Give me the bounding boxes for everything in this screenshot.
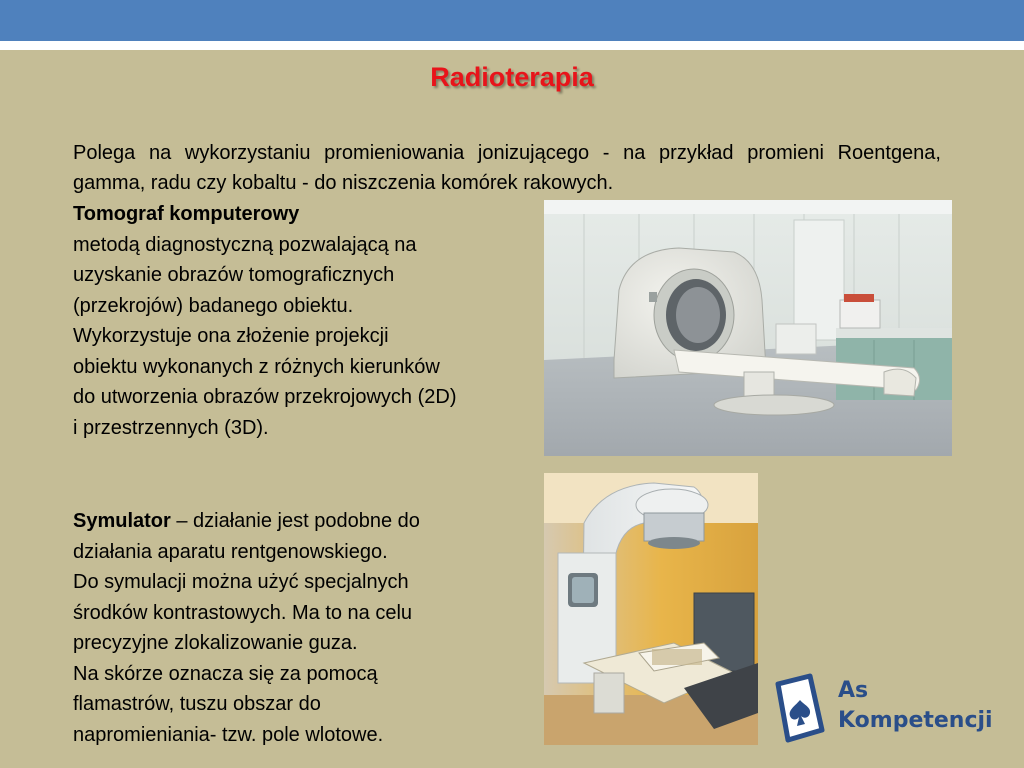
tomograph-line: do utworzenia obrazów przekrojowych (2D): [73, 386, 457, 408]
top-divider: [0, 41, 1024, 50]
simulator-first-line: [73, 506, 533, 537]
tomograph-line: i przestrzennych (3D).: [73, 416, 269, 439]
tomograph-line: (przekrojów) badanego obiektu.: [73, 294, 354, 317]
simulator-line: flamastrów, tuszu obszar do: [73, 693, 321, 715]
tomograph-line: Wykorzystuje ona złożenie projekcji: [73, 325, 389, 347]
tomograph-line: uzyskanie obrazów tomograficznych: [73, 264, 395, 286]
logo-text-line2: Kompetencji: [838, 708, 993, 733]
simulator-line: Do symulacji można użyć specjalnych: [73, 571, 409, 593]
simulator-line: działania aparatu rentgenowskiego.: [73, 540, 388, 563]
intro-paragraph: Polega na wykorzystaniu promieniowania jonizującego - na przykład promieni Roentgena, gamma, radu czy kobaltu - do niszczenia komórek rakowych.: [73, 142, 941, 194]
tomograph-section: [73, 199, 543, 443]
simulator-heading: Symulator: [73, 510, 171, 532]
simulator-photo: [544, 473, 758, 745]
spade-card-icon: [770, 672, 830, 744]
simulator-line: napromieniania- tzw. pole wlotowe.: [73, 723, 384, 746]
simulator-line: Na skórze oznacza się za pomocą: [73, 662, 378, 685]
slide-title: Radioterapia: [430, 62, 594, 92]
tomograph-line: metodą diagnostyczną pozwalającą na: [73, 233, 417, 256]
simulator-line: środków kontrastowych. Ma to na celu: [73, 601, 413, 624]
logo-text-line1: As: [838, 678, 869, 703]
simulator-first-line-rest: – działanie jest podobne do: [170, 510, 420, 532]
simulator-line: precyzyjne zlokalizowanie guza.: [73, 632, 358, 654]
simulator-section: [73, 506, 533, 750]
tomograph-heading: Tomograf komputerowy: [73, 203, 300, 225]
as-kompetencji-logo: [770, 672, 1000, 744]
ct-scanner-photo: [544, 200, 952, 456]
tomograph-line: obiektu wykonanych z różnych kierunków: [73, 355, 440, 378]
top-bar: [0, 0, 1024, 41]
